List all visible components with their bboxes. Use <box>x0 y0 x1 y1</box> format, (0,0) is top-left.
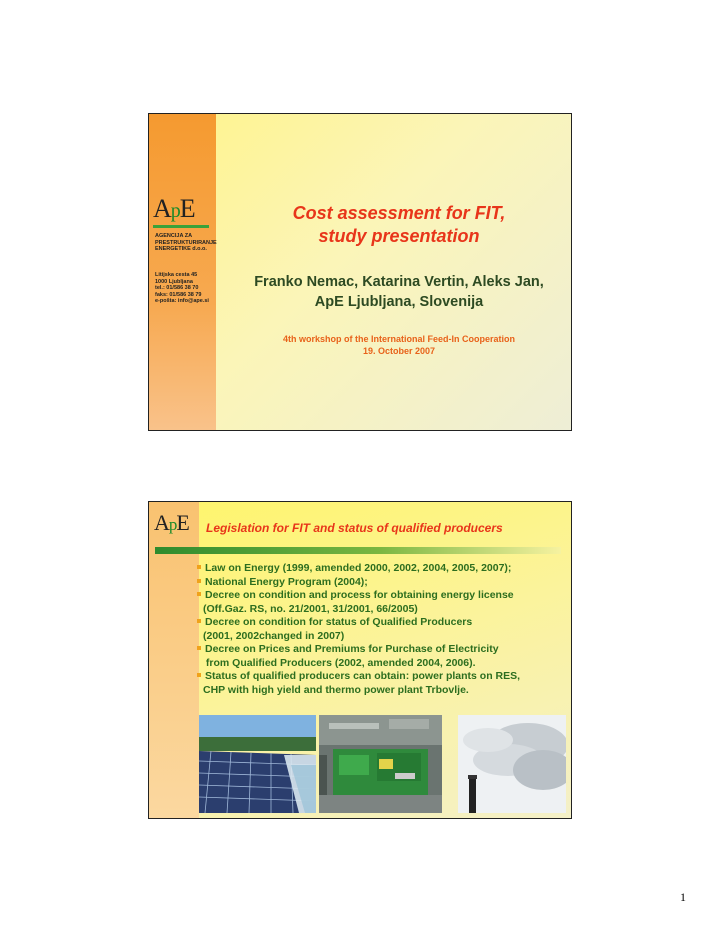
smokestack-image <box>458 715 566 813</box>
bullet-text: National Energy Program (2004); <box>205 575 368 588</box>
slide-title: Legislation for FIT and status of qualified producers <box>206 521 503 535</box>
logo-letter-a: A <box>154 510 169 535</box>
agency-line: ENERGETIKE d.o.o. <box>155 246 207 252</box>
bullet-continuation: CHP with high yield and thermo power plant Trbovlje. <box>203 683 469 696</box>
smokestack-photo <box>458 715 566 813</box>
list-item <box>197 576 569 590</box>
bullet-text: Law on Energy (1999, amended 2000, 2002, 2004, 2005, 2007); <box>205 562 512 574</box>
contact-line: e-pošta: info@ape.si <box>155 298 209 305</box>
agency-line: AGENCIJA ZA <box>155 233 193 239</box>
list-item <box>197 643 569 657</box>
ape-logo <box>153 196 195 224</box>
contact-line: Litijska cesta 45 <box>155 272 198 278</box>
bullet-marker <box>197 592 201 596</box>
contact-info <box>155 272 209 305</box>
list-item <box>197 562 569 576</box>
authors-line: Franko Nemac, Katarina Vertin, Aleks Jan, <box>254 274 544 290</box>
logo-letter-p: p <box>170 200 180 222</box>
bullet-text: Decree on Prices and Premiums for Purchase of Electricity <box>205 643 499 655</box>
agency-line: PRESTRUKTURIRANJE <box>155 239 217 246</box>
chp-engine-image <box>319 715 442 813</box>
page-number: 1 <box>680 890 686 904</box>
workshop-info <box>239 333 559 357</box>
slide-title <box>239 202 559 248</box>
agency-name <box>155 233 217 253</box>
contact-line: 1000 Ljubljana <box>155 278 193 285</box>
list-item <box>197 589 569 603</box>
title-line: study presentation <box>318 226 480 246</box>
workshop-date: 19. October 2007 <box>362 346 436 356</box>
authors <box>239 272 559 312</box>
solar-panels-photo <box>199 715 316 813</box>
logo-letter-a: A <box>153 194 171 223</box>
bullet-text: Status of qualified producers can obtain: power plants on RES, <box>205 670 521 682</box>
bullet-marker <box>197 646 201 650</box>
bullet-marker <box>197 673 201 677</box>
bullet-marker <box>197 579 201 583</box>
list-item <box>197 670 569 684</box>
logo-underline <box>153 225 209 228</box>
bullet-marker <box>197 565 201 569</box>
bullet-continuation: (2001, 2002changed in 2007) <box>203 629 345 642</box>
chp-engine-photo <box>319 715 442 813</box>
list-item-continuation <box>197 684 569 698</box>
bullet-text: Decree on condition and process for obtaining energy license <box>205 589 514 601</box>
bullet-text: Decree on condition for status of Qualified Producers <box>205 616 473 628</box>
authors-line: ApE Ljubljana, Slovenija <box>314 294 484 310</box>
legislation-slide <box>148 501 572 819</box>
list-item <box>197 616 569 630</box>
bullet-marker <box>197 619 201 623</box>
bullet-continuation: (Off.Gaz. RS, no. 21/2001, 31/2001, 66/2005) <box>203 602 418 615</box>
logo-letter-e: E <box>176 510 189 535</box>
list-item-continuation <box>197 657 569 671</box>
list-item-continuation <box>197 603 569 617</box>
bullet-list <box>197 562 569 697</box>
solar-panels-image <box>199 715 316 813</box>
title-rule <box>155 547 561 554</box>
logo-letter-p: p <box>168 515 177 534</box>
logo-letter-e: E <box>179 194 195 223</box>
contact-line: tel.: 01/586 38 70 <box>155 285 199 292</box>
list-item-continuation <box>197 630 569 644</box>
title-line: Cost assessment for FIT, <box>292 203 506 223</box>
ape-logo <box>154 512 189 536</box>
title-slide <box>148 113 572 431</box>
workshop-line: 4th workshop of the International Feed-In Cooperation <box>282 334 515 344</box>
contact-line: faks: 01/586 38 79 <box>155 291 202 298</box>
bullet-continuation: from Qualified Producers (2002, amended 2004, 2006). <box>203 656 476 669</box>
